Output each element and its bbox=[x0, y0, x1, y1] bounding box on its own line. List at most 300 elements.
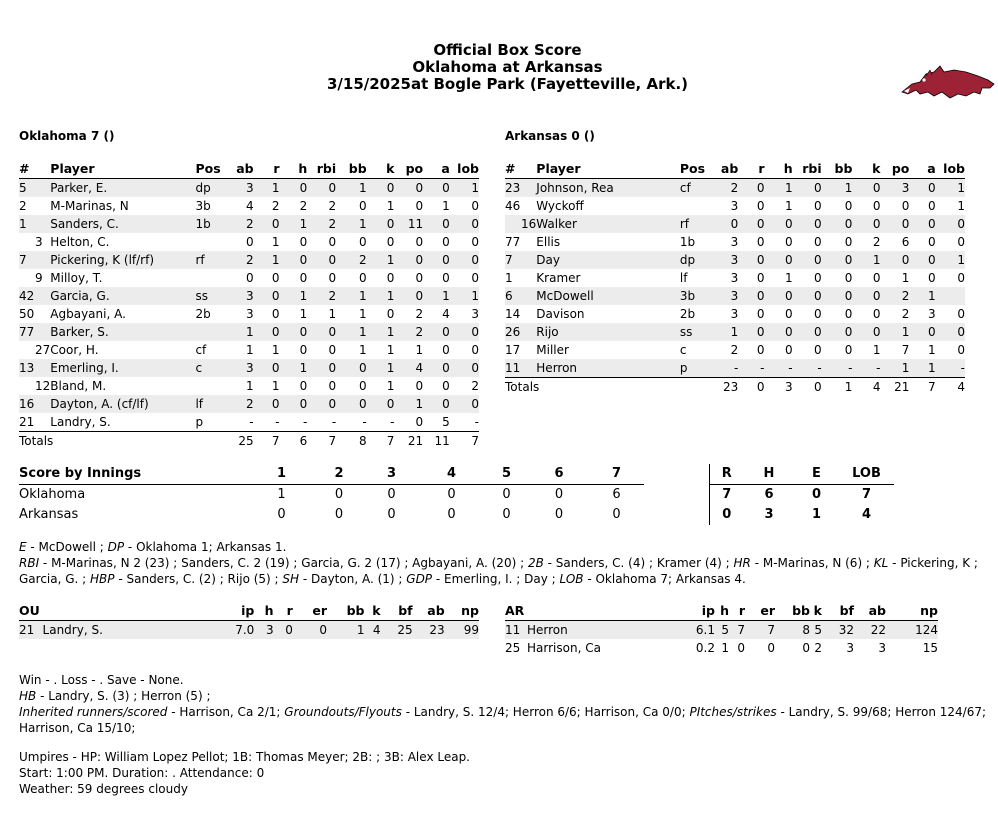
batter-lob: 0 bbox=[471, 199, 479, 213]
batter-po: 7 bbox=[901, 343, 910, 357]
pitcher-bf: 32 bbox=[822, 621, 854, 640]
batter-lob: 0 bbox=[471, 235, 479, 249]
inning-score: 0 bbox=[447, 487, 456, 502]
batter-a: 0 bbox=[442, 235, 450, 249]
col-bf: bf bbox=[822, 602, 854, 621]
batter-a: 1 bbox=[928, 343, 936, 357]
batter-bb: 0 bbox=[844, 235, 853, 249]
batter-ab: 3 bbox=[245, 307, 254, 321]
batter-a: 0 bbox=[442, 343, 450, 357]
batter-rbi: 0 bbox=[814, 343, 822, 357]
note-text: - Emerling, I. ; Day ; bbox=[432, 572, 560, 586]
batter-ab: 0 bbox=[245, 235, 254, 249]
col-header-player: Player bbox=[536, 160, 680, 179]
batter-k: 1 bbox=[367, 251, 395, 269]
batter-a: 0 bbox=[928, 271, 936, 285]
col-header-a: a bbox=[909, 160, 935, 179]
batter-po: 2 bbox=[881, 287, 910, 305]
team-hits: 3 bbox=[764, 507, 774, 522]
batter-r: 0 bbox=[254, 395, 280, 413]
batter-row bbox=[505, 197, 965, 215]
batter-pos bbox=[195, 323, 224, 341]
batter-lob: 0 bbox=[450, 359, 479, 377]
batter-num: 5 bbox=[19, 179, 50, 198]
batter-ab: 3 bbox=[730, 235, 739, 249]
pitcher-bb: 8 bbox=[775, 621, 810, 640]
inning-header-3: 3 bbox=[364, 464, 419, 485]
away-batting-table bbox=[19, 160, 479, 450]
total-ab: 25 bbox=[225, 432, 254, 451]
col-ab: ab bbox=[854, 602, 886, 621]
batter-k: 0 bbox=[386, 271, 395, 285]
batter-num: 1 bbox=[19, 215, 50, 233]
batter-row bbox=[505, 179, 965, 198]
batter-ab: 3 bbox=[225, 359, 254, 377]
batter-ab: 1 bbox=[709, 323, 738, 341]
batter-a: 1 bbox=[909, 287, 935, 305]
batter-k: 2 bbox=[872, 235, 881, 249]
col-r: r bbox=[274, 602, 293, 621]
batter-row bbox=[505, 305, 965, 323]
batter-rbi: 0 bbox=[328, 235, 337, 249]
total-h: 3 bbox=[764, 378, 792, 397]
batter-bb: - bbox=[362, 415, 367, 429]
col-er: er bbox=[293, 602, 327, 621]
batter-pos: 2b bbox=[195, 307, 211, 321]
batter-bb: 0 bbox=[822, 215, 853, 233]
batter-k: - bbox=[390, 415, 395, 429]
pitcher-k: 5 bbox=[810, 621, 822, 640]
batter-row bbox=[19, 305, 479, 323]
batter-lob: 2 bbox=[471, 379, 479, 393]
pitcher-er: 0 bbox=[767, 641, 775, 655]
batter-pos bbox=[195, 269, 224, 287]
batter-bb: 0 bbox=[359, 271, 367, 285]
batter-a: 0 bbox=[442, 271, 450, 285]
note-text: - Harrison, Ca 2/1; bbox=[167, 705, 285, 719]
batter-lob: 0 bbox=[936, 215, 965, 233]
batter-pos: 3b bbox=[680, 287, 710, 305]
team-lob: 4 bbox=[861, 507, 872, 522]
batter-rbi: - bbox=[331, 415, 337, 429]
batter-r: 1 bbox=[254, 251, 280, 269]
pitcher-bb: 0 bbox=[802, 641, 810, 655]
pitcher-ab: 3 bbox=[878, 641, 886, 655]
batter-lob bbox=[936, 287, 965, 305]
col-header-r: r bbox=[738, 160, 764, 179]
pitcher-h: 3 bbox=[254, 621, 273, 640]
batter-lob: 0 bbox=[936, 323, 965, 341]
batter-rbi: 2 bbox=[328, 199, 337, 213]
batter-po: 0 bbox=[415, 199, 424, 213]
pitcher-name: Herron bbox=[527, 621, 677, 640]
batter-row bbox=[19, 359, 479, 377]
pitcher-ip: 7.0 bbox=[219, 621, 254, 640]
away-team-title: Oklahoma 7 () bbox=[19, 129, 115, 143]
note-label: SH bbox=[282, 572, 300, 586]
pitcher-number: 11 bbox=[505, 621, 527, 640]
batter-rbi: 0 bbox=[328, 343, 337, 357]
pitcher-np: 15 bbox=[922, 641, 938, 655]
team-errors: 1 bbox=[811, 507, 822, 522]
batter-r: 0 bbox=[756, 307, 765, 321]
batter-num: 16 bbox=[19, 395, 50, 413]
batter-lob: 0 bbox=[450, 251, 479, 269]
batter-r: 0 bbox=[738, 179, 764, 198]
note-label: GDP bbox=[406, 572, 433, 586]
note-text: - Landry, S. 99/68; Herron 124/67; Harrison, Ca 15/10; bbox=[19, 705, 987, 735]
batter-row bbox=[19, 377, 479, 395]
batter-pos: p bbox=[195, 415, 204, 429]
batter-ab: 3 bbox=[709, 251, 738, 269]
total-po: 21 bbox=[394, 432, 423, 451]
batter-a: 0 bbox=[909, 323, 935, 341]
batter-ab: 3 bbox=[730, 199, 739, 213]
pitcher-bf: 3 bbox=[846, 641, 854, 655]
pitcher-row bbox=[505, 639, 938, 657]
razorback-logo-icon bbox=[900, 62, 996, 106]
pitching-notes bbox=[19, 672, 994, 736]
batter-h: 1 bbox=[299, 307, 308, 321]
batter-player: Davison bbox=[536, 307, 585, 321]
pitcher-er: 7 bbox=[745, 621, 775, 640]
pitcher-k: 4 bbox=[364, 621, 380, 640]
inning-header-7: 7 bbox=[589, 464, 644, 485]
batter-row bbox=[505, 341, 965, 359]
col-k: k bbox=[364, 602, 380, 621]
home-team-title: Arkansas 0 () bbox=[505, 129, 595, 143]
batter-rbi: 0 bbox=[793, 215, 822, 233]
total-r: 7 bbox=[254, 432, 280, 451]
col-header-k: k bbox=[852, 160, 880, 179]
col-header-h: h bbox=[279, 160, 307, 179]
batter-num: 77 bbox=[19, 323, 50, 341]
pitcher-ab: 23 bbox=[413, 621, 445, 640]
batter-rbi: 2 bbox=[307, 287, 336, 305]
total-k: 4 bbox=[852, 378, 880, 397]
home-pitching-table bbox=[505, 602, 938, 657]
batter-bb: 1 bbox=[336, 287, 367, 305]
batter-po: 2 bbox=[415, 307, 424, 321]
batter-lob: 1 bbox=[936, 179, 965, 198]
batter-num: 7 bbox=[505, 251, 536, 269]
batter-lob: 0 bbox=[450, 395, 479, 413]
inning-score: 0 bbox=[447, 507, 456, 522]
batter-a: 0 bbox=[909, 215, 935, 233]
total-bb: 8 bbox=[336, 432, 367, 451]
batter-num: 27 bbox=[35, 343, 51, 357]
batter-pos bbox=[195, 377, 224, 395]
batter-row bbox=[505, 251, 965, 269]
col-header-h: h bbox=[764, 160, 792, 179]
team-lob: 7 bbox=[861, 487, 872, 502]
note-text: - M-Marinas, N 2 (23) ; Sanders, C. 2 (19) ; Garcia, G. 2 (17) ; Agbayani, A. (20) ; bbox=[39, 556, 528, 570]
batter-num: 26 bbox=[505, 323, 536, 341]
batter-r: 1 bbox=[271, 379, 280, 393]
batter-lob: 0 bbox=[450, 215, 479, 233]
col-header-bb: bb bbox=[336, 160, 367, 179]
batter-bb: 2 bbox=[336, 251, 367, 269]
col-header-k: k bbox=[367, 160, 395, 179]
batter-rbi: 0 bbox=[814, 199, 822, 213]
batter-bb: 0 bbox=[844, 199, 853, 213]
batter-bb: 0 bbox=[336, 395, 367, 413]
report-title: Official Box Score bbox=[433, 41, 582, 59]
batter-po: 4 bbox=[394, 359, 423, 377]
pitcher-ip: 0.2 bbox=[695, 641, 715, 655]
col-np: np bbox=[886, 602, 938, 621]
batter-a: 1 bbox=[909, 359, 935, 378]
inning-score: 0 bbox=[554, 487, 564, 502]
team-hits: 6 bbox=[764, 487, 774, 502]
batter-bb: 0 bbox=[844, 271, 853, 285]
col-ip: ip bbox=[219, 602, 254, 621]
batter-po: 1 bbox=[394, 395, 423, 413]
innings-team-name: Oklahoma bbox=[19, 487, 86, 502]
inning-score: 0 bbox=[334, 507, 344, 522]
batter-h: 0 bbox=[299, 379, 308, 393]
errors-header: E bbox=[794, 464, 839, 485]
pitcher-name: Landry, S. bbox=[43, 621, 220, 640]
totals-row bbox=[19, 432, 479, 451]
col-bb: bb bbox=[775, 602, 810, 621]
batter-num: 77 bbox=[505, 235, 521, 249]
batter-k: 1 bbox=[386, 343, 395, 357]
innings-team-name: Arkansas bbox=[19, 507, 79, 522]
batter-po: 6 bbox=[901, 235, 910, 249]
batter-rbi: 0 bbox=[793, 323, 822, 341]
totals-row bbox=[505, 378, 965, 397]
batter-k: 1 bbox=[367, 323, 395, 341]
batter-ab: 2 bbox=[225, 215, 254, 233]
batter-k: 0 bbox=[367, 395, 395, 413]
batter-h: 1 bbox=[279, 287, 307, 305]
batter-num: 14 bbox=[505, 307, 521, 321]
batter-h: 1 bbox=[784, 199, 793, 213]
batter-player: Helton, C. bbox=[50, 235, 110, 249]
batter-k: 0 bbox=[872, 307, 881, 321]
totals-label: Totals bbox=[19, 432, 225, 451]
batter-row bbox=[19, 269, 479, 287]
batter-rbi: 0 bbox=[814, 307, 822, 321]
score-by-innings-table bbox=[19, 464, 894, 525]
batter-pos: dp bbox=[680, 251, 710, 269]
batter-po: 1 bbox=[881, 359, 910, 378]
note-text: - M-Marinas, N (6) ; bbox=[750, 556, 874, 570]
batter-pos: lf bbox=[195, 395, 224, 413]
batter-bb: 0 bbox=[844, 343, 853, 357]
col-er: er bbox=[745, 602, 775, 621]
total-po: 21 bbox=[881, 378, 910, 397]
note-label: PItches/strikes bbox=[689, 705, 777, 719]
batter-num: 16 bbox=[505, 215, 536, 233]
batter-player: Sanders, C. bbox=[50, 215, 195, 233]
batter-r: - bbox=[275, 415, 280, 429]
note-label: KL bbox=[873, 556, 889, 570]
note-label: E bbox=[19, 540, 27, 554]
date-venue: 3/15/2025at Bogle Park (Fayetteville, Ark.) bbox=[326, 75, 689, 93]
batter-k: 1 bbox=[367, 287, 395, 305]
batter-player: Milloy, T. bbox=[50, 271, 103, 285]
runs-header: R bbox=[709, 464, 744, 485]
batter-num: 9 bbox=[35, 271, 43, 285]
batter-h: 1 bbox=[279, 215, 307, 233]
col-np: np bbox=[445, 602, 479, 621]
batter-bb: 1 bbox=[822, 179, 853, 198]
batter-pos: 3b bbox=[195, 199, 211, 213]
col-header-num: # bbox=[505, 160, 536, 179]
batter-row bbox=[505, 323, 965, 341]
batter-bb: 1 bbox=[336, 323, 367, 341]
batter-po: 2 bbox=[394, 323, 423, 341]
inning-score: 1 bbox=[277, 487, 286, 502]
batter-h: 2 bbox=[299, 199, 308, 213]
batter-ab: 2 bbox=[730, 343, 739, 357]
col-header-num: # bbox=[19, 160, 50, 179]
pitcher-r: 0 bbox=[737, 641, 745, 655]
batter-pos: p bbox=[680, 359, 710, 378]
inning-header-4: 4 bbox=[419, 464, 484, 485]
batter-rbi: 0 bbox=[793, 251, 822, 269]
batter-k: 0 bbox=[872, 271, 881, 285]
batter-num: 1 bbox=[505, 271, 513, 285]
batter-r: 0 bbox=[738, 323, 764, 341]
batter-po: 0 bbox=[415, 415, 424, 429]
inning-score: 0 bbox=[612, 507, 621, 522]
inning-header-2: 2 bbox=[314, 464, 364, 485]
batter-ab: 3 bbox=[225, 287, 254, 305]
batter-bb: - bbox=[822, 359, 853, 378]
team-runs: 0 bbox=[722, 507, 732, 522]
batter-k: 1 bbox=[872, 343, 881, 357]
batter-player: Agbayani, A. bbox=[50, 307, 126, 321]
innings-row-arkansas bbox=[19, 505, 894, 525]
note-label: HR bbox=[733, 556, 751, 570]
note-label: LOB bbox=[559, 572, 584, 586]
batter-ab: - bbox=[709, 359, 738, 378]
pitcher-np: 99 bbox=[445, 621, 479, 640]
batter-num: 2 bbox=[19, 199, 27, 213]
batter-a: 3 bbox=[928, 307, 936, 321]
batter-po: 2 bbox=[901, 307, 910, 321]
batter-bb: 0 bbox=[822, 323, 853, 341]
batter-row bbox=[19, 233, 479, 251]
batter-k: 0 bbox=[872, 199, 881, 213]
batter-pos: cf bbox=[195, 343, 207, 357]
batter-h: - bbox=[302, 415, 308, 429]
col-header-bb: bb bbox=[822, 160, 853, 179]
batter-pos: c bbox=[679, 343, 687, 357]
batter-ab: 4 bbox=[245, 199, 254, 213]
batter-bb: 1 bbox=[359, 307, 367, 321]
batter-ab: 3 bbox=[730, 307, 739, 321]
inning-score: 0 bbox=[554, 507, 564, 522]
batter-a: 4 bbox=[442, 307, 450, 321]
batter-r: 0 bbox=[756, 343, 765, 357]
batter-row bbox=[19, 287, 479, 305]
batter-bb: 1 bbox=[359, 343, 367, 357]
col-bf: bf bbox=[381, 602, 413, 621]
note-label: DP bbox=[107, 540, 125, 554]
note-text: - Pickering, K ; Garcia, G. ; bbox=[19, 556, 978, 586]
batter-lob: 0 bbox=[450, 323, 479, 341]
batter-rbi: 0 bbox=[328, 379, 337, 393]
pitcher-row bbox=[19, 621, 479, 640]
batter-ab: 3 bbox=[225, 179, 254, 198]
batter-bb: 0 bbox=[844, 307, 853, 321]
batter-row bbox=[19, 395, 479, 413]
batter-num: 12 bbox=[35, 379, 51, 393]
pitcher-ip: 6.1 bbox=[677, 621, 715, 640]
batter-h: 0 bbox=[299, 343, 308, 357]
batter-ab: 0 bbox=[709, 215, 738, 233]
batter-rbi: 0 bbox=[814, 271, 822, 285]
batter-ab: 1 bbox=[245, 379, 254, 393]
batter-bb: 0 bbox=[822, 251, 853, 269]
batter-num: 17 bbox=[505, 343, 521, 357]
batter-r: 0 bbox=[254, 323, 280, 341]
note-text: - Oklahoma 1; Arkansas 1. bbox=[124, 540, 287, 554]
batter-h: - bbox=[764, 359, 792, 378]
batter-k: 0 bbox=[367, 215, 395, 233]
batter-pos: 1b bbox=[195, 215, 224, 233]
col-header-ab: ab bbox=[709, 160, 738, 179]
pitching-team-label: AR bbox=[505, 602, 677, 621]
batter-row bbox=[19, 179, 479, 198]
pitcher-bf: 25 bbox=[381, 621, 413, 640]
innings-separator bbox=[644, 485, 709, 506]
batter-h: 0 bbox=[299, 235, 308, 249]
batter-player: Dayton, A. (cf/lf) bbox=[50, 395, 195, 413]
col-header-pos: Pos bbox=[680, 160, 710, 179]
batter-k: - bbox=[852, 359, 880, 378]
batter-player: Herron bbox=[536, 359, 680, 378]
batter-r: 0 bbox=[756, 271, 765, 285]
batter-h: 0 bbox=[764, 251, 792, 269]
batter-h: 0 bbox=[764, 323, 792, 341]
start-text: Start: 1:00 PM. Duration: . Attendance: 0 bbox=[19, 766, 265, 780]
batter-player: Garcia, G. bbox=[50, 287, 195, 305]
batter-rbi: 0 bbox=[307, 323, 336, 341]
col-header-rbi: rbi bbox=[793, 160, 822, 179]
batter-lob: 0 bbox=[957, 343, 965, 357]
batter-lob: - bbox=[474, 415, 479, 429]
total-ab: 23 bbox=[709, 378, 738, 397]
batter-po: 1 bbox=[881, 323, 910, 341]
batter-rbi: 2 bbox=[307, 215, 336, 233]
batter-h: 0 bbox=[784, 235, 793, 249]
batter-po: 0 bbox=[415, 235, 424, 249]
batter-rbi: 0 bbox=[793, 179, 822, 198]
batter-pos: dp bbox=[195, 179, 224, 198]
col-header-lob: lob bbox=[450, 160, 479, 179]
pitcher-r: 7 bbox=[729, 621, 745, 640]
pitcher-er: 0 bbox=[293, 621, 327, 640]
col-header-ab: ab bbox=[225, 160, 254, 179]
total-r: 0 bbox=[738, 378, 764, 397]
batter-po: 1 bbox=[415, 343, 424, 357]
total-k: 7 bbox=[367, 432, 395, 451]
batter-lob: 1 bbox=[450, 287, 479, 305]
pitcher-row bbox=[505, 621, 938, 640]
batter-k: 1 bbox=[386, 199, 395, 213]
batter-a: 0 bbox=[423, 251, 450, 269]
total-lob: 7 bbox=[450, 432, 479, 451]
batter-pos: 2b bbox=[679, 307, 696, 321]
batter-pos: cf bbox=[680, 179, 710, 198]
batter-po: 0 bbox=[394, 287, 423, 305]
batter-h: 0 bbox=[784, 343, 793, 357]
